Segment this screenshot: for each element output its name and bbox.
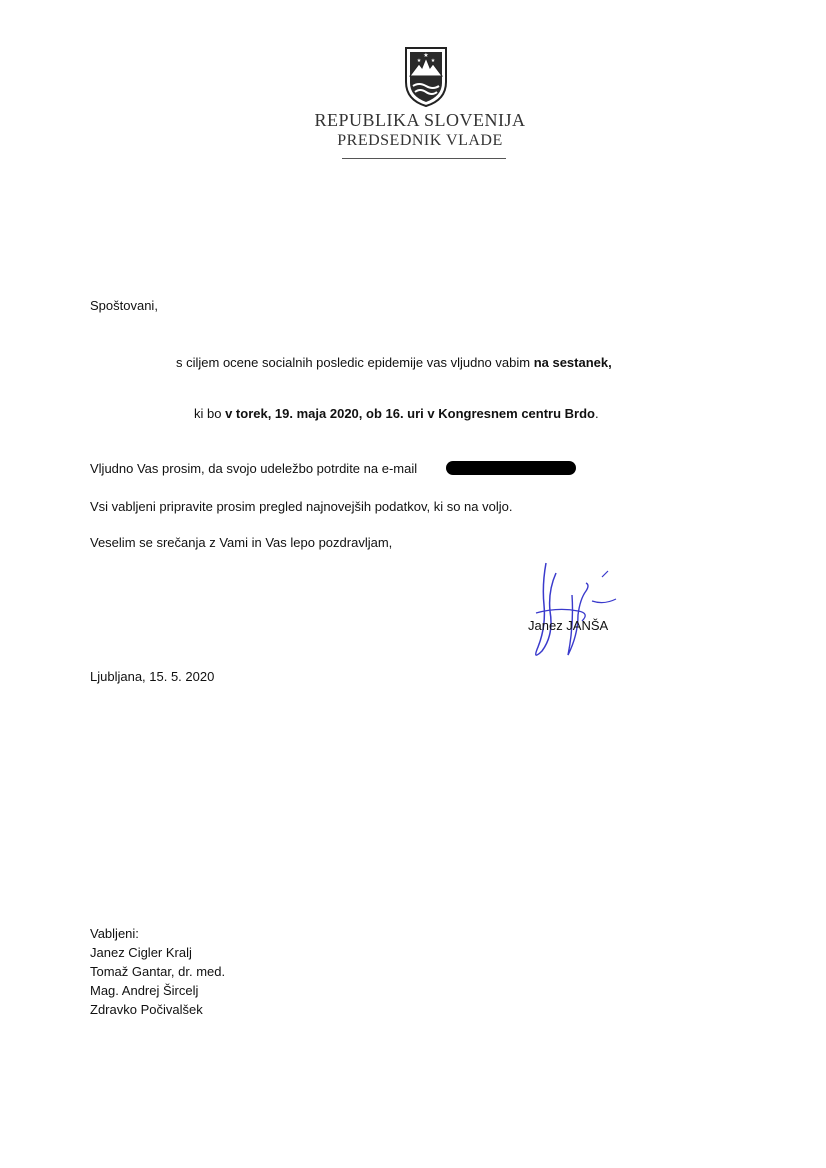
header-republic: REPUBLIKA SLOVENIJA xyxy=(314,110,526,130)
paragraph-meeting-details xyxy=(194,406,599,422)
list-item: Zdravko Počivalšek xyxy=(90,1002,203,1017)
list-item: Tomaž Gantar, dr. med. xyxy=(90,964,226,979)
invited-heading: Vabljeni: xyxy=(90,926,139,941)
header-rule xyxy=(342,158,506,159)
list-item: Mag. Andrej Šircelj xyxy=(90,983,199,998)
meeting-end: . xyxy=(595,406,599,421)
meeting-bold: v torek, 19. maja 2020, ob 16. uri v Kongresnem centru Brdo xyxy=(225,406,595,421)
svg-text:★: ★ xyxy=(416,58,422,64)
invitation-text: s ciljem ocene socialnih posledic epidemije vas vljudno vabim xyxy=(176,355,534,370)
coat-of-arms-icon xyxy=(403,46,449,108)
redacted-email xyxy=(446,461,576,475)
paragraph-prepare: Vsi vabljeni pripravite prosim pregled najnovejših podatkov, ki so na voljo. xyxy=(90,499,513,514)
place-date: Ljubljana, 15. 5. 2020 xyxy=(90,669,215,684)
invitation-bold: na sestanek, xyxy=(533,355,612,370)
signature-icon xyxy=(520,555,630,670)
paragraph-confirm: Vljudno Vas prosim, da svojo udeležbo potrdite na e-mail xyxy=(90,461,418,476)
list-item: Janez Cigler Kralj xyxy=(90,945,192,960)
salutation: Spoštovani, xyxy=(90,298,158,313)
paragraph-closing: Veselim se srečanja z Vami in Vas lepo pozdravljam, xyxy=(90,535,393,550)
invited-list xyxy=(90,924,225,1019)
meeting-text: ki bo xyxy=(194,406,226,421)
svg-text:★: ★ xyxy=(423,52,429,59)
header-office: PREDSEDNIK VLADE xyxy=(337,132,503,149)
svg-text:★: ★ xyxy=(430,58,436,64)
paragraph-invitation xyxy=(176,355,612,371)
signatory-name: Janez JANŠA xyxy=(528,618,609,633)
